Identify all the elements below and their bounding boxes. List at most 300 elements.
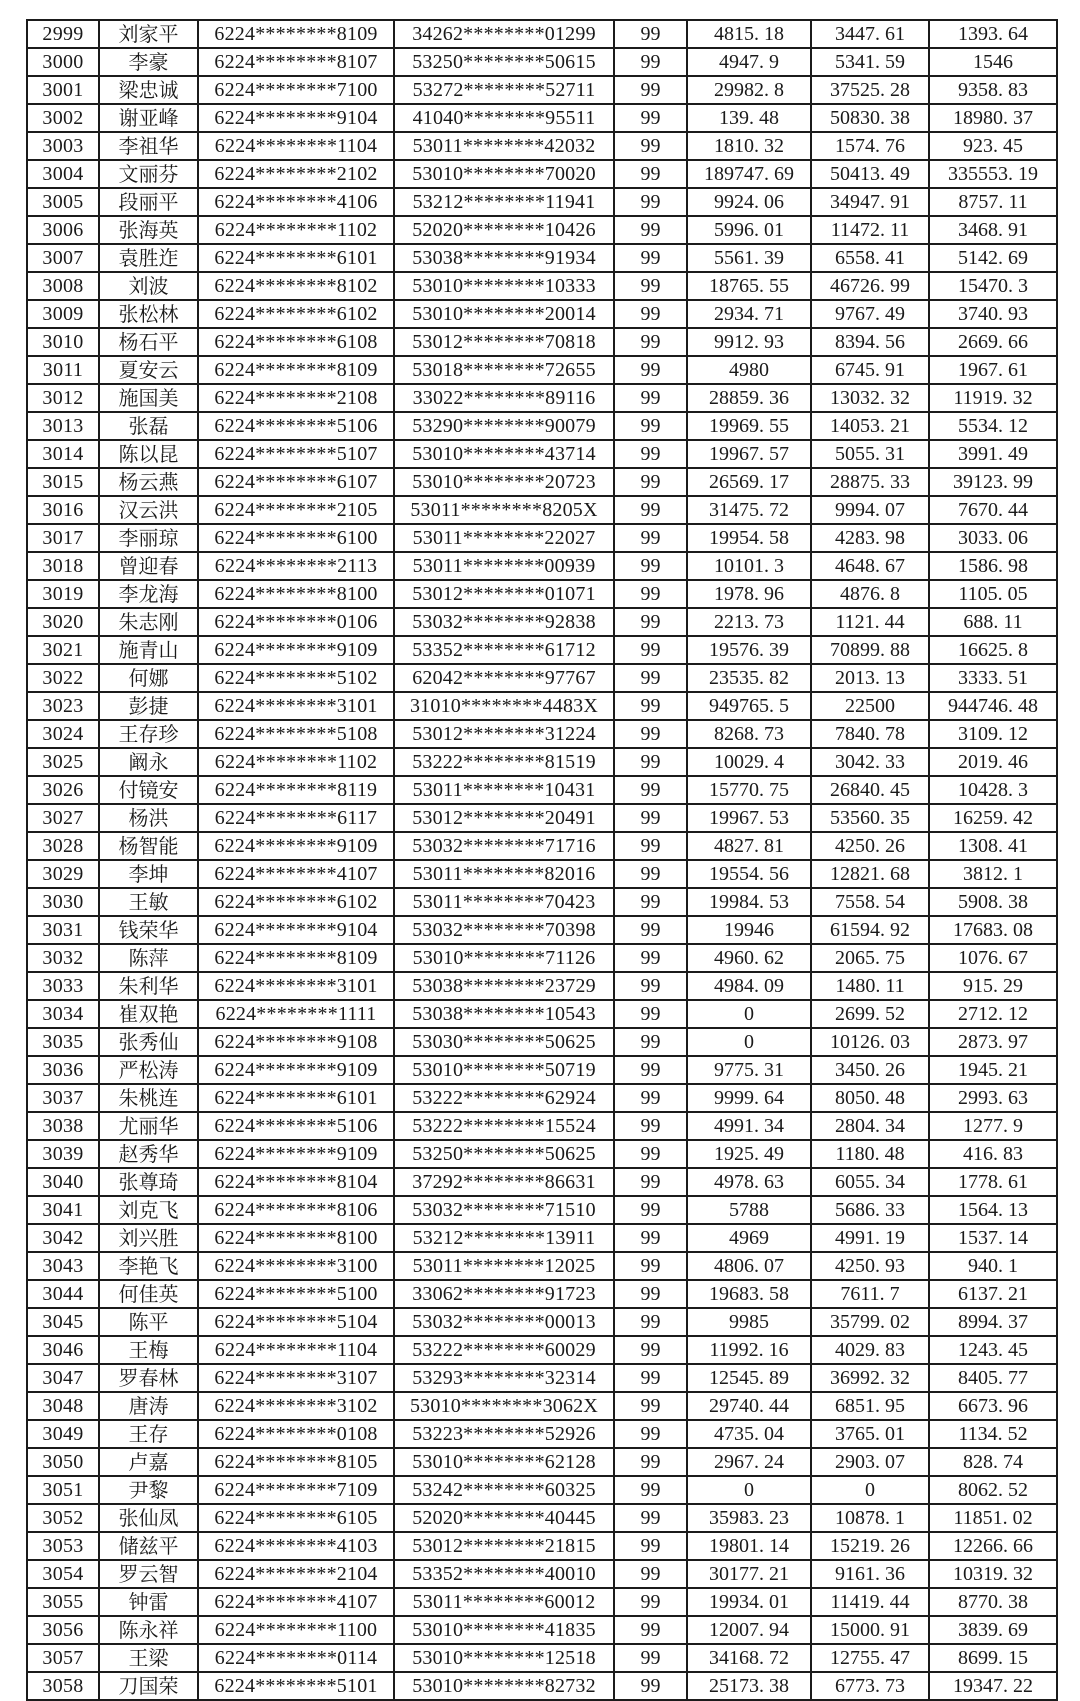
cell-amount-b: 9994. 07 [811, 496, 929, 524]
cell-code: 99 [614, 608, 687, 636]
cell-amount-a: 1925. 49 [687, 1140, 811, 1168]
cell-amount-c: 16259. 42 [929, 804, 1057, 832]
cell-person-name: 李艳飞 [99, 1252, 198, 1280]
cell-amount-a: 19984. 53 [687, 888, 811, 916]
cell-amount-b: 15000. 91 [811, 1616, 929, 1644]
table-row [27, 356, 1057, 384]
cell-person-name: 张松林 [99, 300, 198, 328]
cell-sequence-number: 3020 [27, 608, 99, 636]
cell-amount-a: 139. 48 [687, 104, 811, 132]
cell-person-name: 何佳英 [99, 1280, 198, 1308]
cell-sequence-number: 3000 [27, 48, 99, 76]
cell-amount-b: 3042. 33 [811, 748, 929, 776]
cell-amount-a: 29740. 44 [687, 1392, 811, 1420]
cell-amount-c: 1537. 14 [929, 1224, 1057, 1252]
cell-bank-card-number-masked: 6224********7100 [198, 76, 394, 104]
cell-id-card-number-masked: 53012********31224 [394, 720, 614, 748]
cell-code: 99 [614, 1532, 687, 1560]
cell-code: 99 [614, 104, 687, 132]
cell-amount-b: 7840. 78 [811, 720, 929, 748]
table-row [27, 132, 1057, 160]
table-row [27, 1448, 1057, 1476]
cell-amount-a: 9912. 93 [687, 328, 811, 356]
cell-bank-card-number-masked: 6224********5102 [198, 664, 394, 692]
cell-sequence-number: 3005 [27, 188, 99, 216]
table-row [27, 384, 1057, 412]
table-row [27, 888, 1057, 916]
cell-amount-b: 7558. 54 [811, 888, 929, 916]
cell-amount-b: 46726. 99 [811, 272, 929, 300]
cell-person-name: 杨洪 [99, 804, 198, 832]
cell-amount-b: 3447. 61 [811, 20, 929, 48]
cell-amount-b: 35799. 02 [811, 1308, 929, 1336]
cell-code: 99 [614, 1504, 687, 1532]
cell-sequence-number: 3003 [27, 132, 99, 160]
cell-amount-a: 19967. 53 [687, 804, 811, 832]
cell-bank-card-number-masked: 6224********6108 [198, 328, 394, 356]
cell-amount-b: 61594. 92 [811, 916, 929, 944]
cell-amount-b: 2013. 13 [811, 664, 929, 692]
cell-bank-card-number-masked: 6224********9109 [198, 1056, 394, 1084]
cell-id-card-number-masked: 53250********50625 [394, 1140, 614, 1168]
cell-bank-card-number-masked: 6224********1111 [198, 1000, 394, 1028]
cell-sequence-number: 3041 [27, 1196, 99, 1224]
cell-id-card-number-masked: 53272********52711 [394, 76, 614, 104]
table-row [27, 580, 1057, 608]
cell-id-card-number-masked: 53012********21815 [394, 1532, 614, 1560]
cell-amount-a: 189747. 69 [687, 160, 811, 188]
cell-amount-b: 10878. 1 [811, 1504, 929, 1532]
cell-amount-b: 8394. 56 [811, 328, 929, 356]
cell-bank-card-number-masked: 6224********8109 [198, 356, 394, 384]
cell-amount-b: 9767. 49 [811, 300, 929, 328]
cell-id-card-number-masked: 53010********70020 [394, 160, 614, 188]
cell-id-card-number-masked: 53012********01071 [394, 580, 614, 608]
cell-bank-card-number-masked: 6224********3107 [198, 1364, 394, 1392]
cell-id-card-number-masked: 53010********3062X [394, 1392, 614, 1420]
cell-amount-c: 5534. 12 [929, 412, 1057, 440]
cell-person-name: 陈平 [99, 1308, 198, 1336]
table-row [27, 1084, 1057, 1112]
table-row [27, 608, 1057, 636]
cell-person-name: 张仙凤 [99, 1504, 198, 1532]
cell-person-name: 段丽平 [99, 188, 198, 216]
table-row [27, 972, 1057, 1000]
cell-amount-c: 915. 29 [929, 972, 1057, 1000]
cell-bank-card-number-masked: 6224********7109 [198, 1476, 394, 1504]
cell-sequence-number: 3027 [27, 804, 99, 832]
cell-amount-b: 4250. 93 [811, 1252, 929, 1280]
cell-id-card-number-masked: 53011********10431 [394, 776, 614, 804]
cell-person-name: 陈以昆 [99, 440, 198, 468]
cell-amount-c: 7670. 44 [929, 496, 1057, 524]
cell-code: 99 [614, 804, 687, 832]
cell-sequence-number: 3036 [27, 1056, 99, 1084]
cell-code: 99 [614, 1112, 687, 1140]
cell-person-name: 王梁 [99, 1644, 198, 1672]
cell-amount-b: 3450. 26 [811, 1056, 929, 1084]
cell-sequence-number: 3001 [27, 76, 99, 104]
cell-bank-card-number-masked: 6224********6117 [198, 804, 394, 832]
cell-id-card-number-masked: 31010********4483X [394, 692, 614, 720]
cell-code: 99 [614, 1336, 687, 1364]
cell-person-name: 刘克飞 [99, 1196, 198, 1224]
cell-code: 99 [614, 1196, 687, 1224]
cell-amount-b: 37525. 28 [811, 76, 929, 104]
cell-amount-a: 25173. 38 [687, 1672, 811, 1700]
cell-amount-a: 19934. 01 [687, 1588, 811, 1616]
cell-amount-c: 10319. 32 [929, 1560, 1057, 1588]
cell-person-name: 袁胜迮 [99, 244, 198, 272]
cell-id-card-number-masked: 53038********91934 [394, 244, 614, 272]
cell-bank-card-number-masked: 6224********6102 [198, 888, 394, 916]
cell-amount-c: 3468. 91 [929, 216, 1057, 244]
cell-code: 99 [614, 1672, 687, 1700]
table-row [27, 1588, 1057, 1616]
table-row [27, 944, 1057, 972]
cell-amount-b: 12821. 68 [811, 860, 929, 888]
cell-bank-card-number-masked: 6224********4107 [198, 1588, 394, 1616]
cell-bank-card-number-masked: 6224********9109 [198, 1140, 394, 1168]
cell-code: 99 [614, 1280, 687, 1308]
table-row [27, 496, 1057, 524]
cell-amount-a: 1978. 96 [687, 580, 811, 608]
cell-person-name: 赵秀华 [99, 1140, 198, 1168]
cell-id-card-number-masked: 53011********70423 [394, 888, 614, 916]
cell-code: 99 [614, 720, 687, 748]
cell-amount-c: 3991. 49 [929, 440, 1057, 468]
cell-id-card-number-masked: 53032********71716 [394, 832, 614, 860]
cell-bank-card-number-masked: 6224********5106 [198, 1112, 394, 1140]
cell-amount-a: 29982. 8 [687, 76, 811, 104]
cell-id-card-number-masked: 53011********82016 [394, 860, 614, 888]
cell-code: 99 [614, 552, 687, 580]
table-row [27, 244, 1057, 272]
table-row [27, 1644, 1057, 1672]
table-row [27, 104, 1057, 132]
cell-amount-b: 6851. 95 [811, 1392, 929, 1420]
table-row [27, 804, 1057, 832]
table-row [27, 720, 1057, 748]
cell-code: 99 [614, 1392, 687, 1420]
cell-person-name: 王存 [99, 1420, 198, 1448]
cell-amount-c: 1134. 52 [929, 1420, 1057, 1448]
cell-id-card-number-masked: 53250********50615 [394, 48, 614, 76]
cell-sequence-number: 3013 [27, 412, 99, 440]
cell-amount-c: 8757. 11 [929, 188, 1057, 216]
cell-person-name: 李龙海 [99, 580, 198, 608]
cell-bank-card-number-masked: 6224********5104 [198, 1308, 394, 1336]
cell-person-name: 李坤 [99, 860, 198, 888]
cell-amount-b: 11419. 44 [811, 1588, 929, 1616]
cell-bank-card-number-masked: 6224********2113 [198, 552, 394, 580]
cell-code: 99 [614, 1028, 687, 1056]
cell-amount-c: 39123. 99 [929, 468, 1057, 496]
cell-code: 99 [614, 188, 687, 216]
cell-amount-c: 5908. 38 [929, 888, 1057, 916]
cell-code: 99 [614, 860, 687, 888]
cell-sequence-number: 3048 [27, 1392, 99, 1420]
cell-amount-a: 5996. 01 [687, 216, 811, 244]
cell-amount-b: 4250. 26 [811, 832, 929, 860]
cell-code: 99 [614, 1084, 687, 1112]
cell-person-name: 李祖华 [99, 132, 198, 160]
cell-code: 99 [614, 272, 687, 300]
cell-amount-c: 940. 1 [929, 1252, 1057, 1280]
cell-person-name: 储兹平 [99, 1532, 198, 1560]
cell-amount-c: 416. 83 [929, 1140, 1057, 1168]
cell-amount-b: 5341. 59 [811, 48, 929, 76]
cell-amount-b: 22500 [811, 692, 929, 720]
cell-person-name: 付镜安 [99, 776, 198, 804]
cell-person-name: 王存珍 [99, 720, 198, 748]
cell-code: 99 [614, 328, 687, 356]
cell-person-name: 唐涛 [99, 1392, 198, 1420]
cell-amount-a: 26569. 17 [687, 468, 811, 496]
cell-id-card-number-masked: 53038********23729 [394, 972, 614, 1000]
cell-amount-a: 23535. 82 [687, 664, 811, 692]
cell-bank-card-number-masked: 6224********9108 [198, 1028, 394, 1056]
cell-bank-card-number-masked: 6224********5107 [198, 440, 394, 468]
cell-bank-card-number-masked: 6224********6102 [198, 300, 394, 328]
table-row [27, 160, 1057, 188]
cell-amount-b: 2699. 52 [811, 1000, 929, 1028]
cell-sequence-number: 3024 [27, 720, 99, 748]
cell-amount-a: 4947. 9 [687, 48, 811, 76]
cell-code: 99 [614, 412, 687, 440]
cell-code: 99 [614, 216, 687, 244]
cell-bank-card-number-masked: 6224********5100 [198, 1280, 394, 1308]
cell-bank-card-number-masked: 6224********8107 [198, 48, 394, 76]
cell-id-card-number-masked: 53293********32314 [394, 1364, 614, 1392]
table-row [27, 1252, 1057, 1280]
table-row [27, 48, 1057, 76]
cell-amount-c: 6137. 21 [929, 1280, 1057, 1308]
cell-amount-b: 6558. 41 [811, 244, 929, 272]
table-row [27, 552, 1057, 580]
cell-id-card-number-masked: 53010********82732 [394, 1672, 614, 1700]
cell-amount-c: 6673. 96 [929, 1392, 1057, 1420]
cell-amount-b: 53560. 35 [811, 804, 929, 832]
cell-person-name: 汉云洪 [99, 496, 198, 524]
cell-person-name: 李豪 [99, 48, 198, 76]
table-row [27, 20, 1057, 48]
cell-sequence-number: 3025 [27, 748, 99, 776]
cell-id-card-number-masked: 53352********40010 [394, 1560, 614, 1588]
cell-amount-b: 8050. 48 [811, 1084, 929, 1112]
cell-sequence-number: 3053 [27, 1532, 99, 1560]
cell-sequence-number: 3033 [27, 972, 99, 1000]
cell-person-name: 罗云智 [99, 1560, 198, 1588]
cell-amount-b: 6773. 73 [811, 1672, 929, 1700]
table-row [27, 1392, 1057, 1420]
cell-amount-a: 11992. 16 [687, 1336, 811, 1364]
cell-bank-card-number-masked: 6224********9104 [198, 104, 394, 132]
cell-amount-a: 28859. 36 [687, 384, 811, 412]
cell-sequence-number: 3055 [27, 1588, 99, 1616]
cell-sequence-number: 3052 [27, 1504, 99, 1532]
cell-bank-card-number-masked: 6224********1104 [198, 1336, 394, 1364]
table-row [27, 1028, 1057, 1056]
cell-amount-b: 12755. 47 [811, 1644, 929, 1672]
cell-code: 99 [614, 748, 687, 776]
cell-id-card-number-masked: 53032********71510 [394, 1196, 614, 1224]
cell-person-name: 崔双艳 [99, 1000, 198, 1028]
cell-amount-c: 9358. 83 [929, 76, 1057, 104]
cell-person-name: 刀国荣 [99, 1672, 198, 1700]
cell-sequence-number: 3004 [27, 160, 99, 188]
table-row [27, 440, 1057, 468]
cell-amount-b: 2903. 07 [811, 1448, 929, 1476]
cell-amount-a: 10029. 4 [687, 748, 811, 776]
cell-amount-b: 50413. 49 [811, 160, 929, 188]
cell-amount-b: 13032. 32 [811, 384, 929, 412]
table-row [27, 776, 1057, 804]
cell-amount-a: 19801. 14 [687, 1532, 811, 1560]
cell-amount-a: 8268. 73 [687, 720, 811, 748]
cell-amount-a: 949765. 5 [687, 692, 811, 720]
cell-amount-b: 4991. 19 [811, 1224, 929, 1252]
cell-sequence-number: 3044 [27, 1280, 99, 1308]
cell-amount-b: 3765. 01 [811, 1420, 929, 1448]
cell-id-card-number-masked: 53010********10333 [394, 272, 614, 300]
cell-person-name: 张秀仙 [99, 1028, 198, 1056]
cell-bank-card-number-masked: 6224********6101 [198, 1084, 394, 1112]
cell-code: 99 [614, 692, 687, 720]
cell-bank-card-number-masked: 6224********4107 [198, 860, 394, 888]
cell-sequence-number: 3047 [27, 1364, 99, 1392]
table-row [27, 1336, 1057, 1364]
cell-code: 99 [614, 944, 687, 972]
cell-code: 99 [614, 48, 687, 76]
cell-id-card-number-masked: 53242********60325 [394, 1476, 614, 1504]
cell-amount-a: 4815. 18 [687, 20, 811, 48]
table-row [27, 524, 1057, 552]
cell-amount-c: 1586. 98 [929, 552, 1057, 580]
cell-sequence-number: 2999 [27, 20, 99, 48]
cell-amount-b: 1180. 48 [811, 1140, 929, 1168]
cell-amount-a: 19946 [687, 916, 811, 944]
cell-bank-card-number-masked: 6224********1102 [198, 748, 394, 776]
cell-code: 99 [614, 132, 687, 160]
cell-bank-card-number-masked: 6224********6101 [198, 244, 394, 272]
cell-amount-c: 2019. 46 [929, 748, 1057, 776]
table-row [27, 916, 1057, 944]
cell-amount-a: 15770. 75 [687, 776, 811, 804]
cell-sequence-number: 3007 [27, 244, 99, 272]
cell-code: 99 [614, 1644, 687, 1672]
cell-sequence-number: 3023 [27, 692, 99, 720]
cell-amount-b: 5055. 31 [811, 440, 929, 468]
cell-person-name: 施青山 [99, 636, 198, 664]
table-row [27, 1476, 1057, 1504]
cell-bank-card-number-masked: 6224********1100 [198, 1616, 394, 1644]
cell-bank-card-number-masked: 6224********0114 [198, 1644, 394, 1672]
cell-amount-a: 12007. 94 [687, 1616, 811, 1644]
cell-code: 99 [614, 496, 687, 524]
cell-amount-a: 9999. 64 [687, 1084, 811, 1112]
table-row [27, 328, 1057, 356]
cell-sequence-number: 3030 [27, 888, 99, 916]
cell-amount-c: 923. 45 [929, 132, 1057, 160]
cell-id-card-number-masked: 53222********60029 [394, 1336, 614, 1364]
cell-bank-card-number-masked: 6224********8109 [198, 944, 394, 972]
cell-amount-b: 4648. 67 [811, 552, 929, 580]
cell-amount-b: 50830. 38 [811, 104, 929, 132]
cell-code: 99 [614, 1308, 687, 1336]
table-row [27, 1168, 1057, 1196]
cell-code: 99 [614, 1560, 687, 1588]
cell-code: 99 [614, 888, 687, 916]
cell-id-card-number-masked: 53352********61712 [394, 636, 614, 664]
cell-amount-c: 944746. 48 [929, 692, 1057, 720]
cell-amount-b: 2804. 34 [811, 1112, 929, 1140]
cell-amount-b: 1121. 44 [811, 608, 929, 636]
cell-person-name: 钟雷 [99, 1588, 198, 1616]
cell-sequence-number: 3006 [27, 216, 99, 244]
cell-amount-a: 0 [687, 1476, 811, 1504]
table-row [27, 76, 1057, 104]
table-row [27, 832, 1057, 860]
cell-bank-card-number-masked: 6224********0108 [198, 1420, 394, 1448]
cell-id-card-number-masked: 53010********20014 [394, 300, 614, 328]
cell-amount-a: 4960. 62 [687, 944, 811, 972]
cell-amount-a: 19954. 58 [687, 524, 811, 552]
cell-amount-c: 5142. 69 [929, 244, 1057, 272]
cell-id-card-number-masked: 33062********91723 [394, 1280, 614, 1308]
cell-amount-c: 1243. 45 [929, 1336, 1057, 1364]
cell-amount-b: 1480. 11 [811, 972, 929, 1000]
cell-id-card-number-masked: 34262********01299 [394, 20, 614, 48]
cell-bank-card-number-masked: 6224********3101 [198, 692, 394, 720]
cell-id-card-number-masked: 53032********92838 [394, 608, 614, 636]
cell-amount-c: 828. 74 [929, 1448, 1057, 1476]
cell-person-name: 曾迎春 [99, 552, 198, 580]
cell-bank-card-number-masked: 6224********1104 [198, 132, 394, 160]
cell-sequence-number: 3028 [27, 832, 99, 860]
cell-amount-c: 3109. 12 [929, 720, 1057, 748]
table-row [27, 1532, 1057, 1560]
cell-amount-a: 2213. 73 [687, 608, 811, 636]
cell-amount-a: 4827. 81 [687, 832, 811, 860]
cell-id-card-number-masked: 53032********00013 [394, 1308, 614, 1336]
cell-amount-c: 2669. 66 [929, 328, 1057, 356]
cell-amount-a: 19576. 39 [687, 636, 811, 664]
cell-amount-b: 34947. 91 [811, 188, 929, 216]
cell-id-card-number-masked: 53222********81519 [394, 748, 614, 776]
cell-amount-a: 19969. 55 [687, 412, 811, 440]
cell-amount-b: 36992. 32 [811, 1364, 929, 1392]
cell-id-card-number-masked: 53011********22027 [394, 524, 614, 552]
cell-sequence-number: 3050 [27, 1448, 99, 1476]
cell-sequence-number: 3031 [27, 916, 99, 944]
cell-person-name: 尹黎 [99, 1476, 198, 1504]
cell-code: 99 [614, 1224, 687, 1252]
cell-amount-b: 1574. 76 [811, 132, 929, 160]
table-row [27, 1308, 1057, 1336]
cell-code: 99 [614, 1252, 687, 1280]
cell-bank-card-number-masked: 6224********3101 [198, 972, 394, 1000]
cell-amount-c: 1778. 61 [929, 1168, 1057, 1196]
cell-code: 99 [614, 580, 687, 608]
cell-amount-b: 26840. 45 [811, 776, 929, 804]
cell-person-name: 文丽芬 [99, 160, 198, 188]
cell-bank-card-number-masked: 6224********2108 [198, 384, 394, 412]
cell-bank-card-number-masked: 6224********5101 [198, 1672, 394, 1700]
cell-sequence-number: 3056 [27, 1616, 99, 1644]
cell-amount-b: 15219. 26 [811, 1532, 929, 1560]
cell-sequence-number: 3009 [27, 300, 99, 328]
